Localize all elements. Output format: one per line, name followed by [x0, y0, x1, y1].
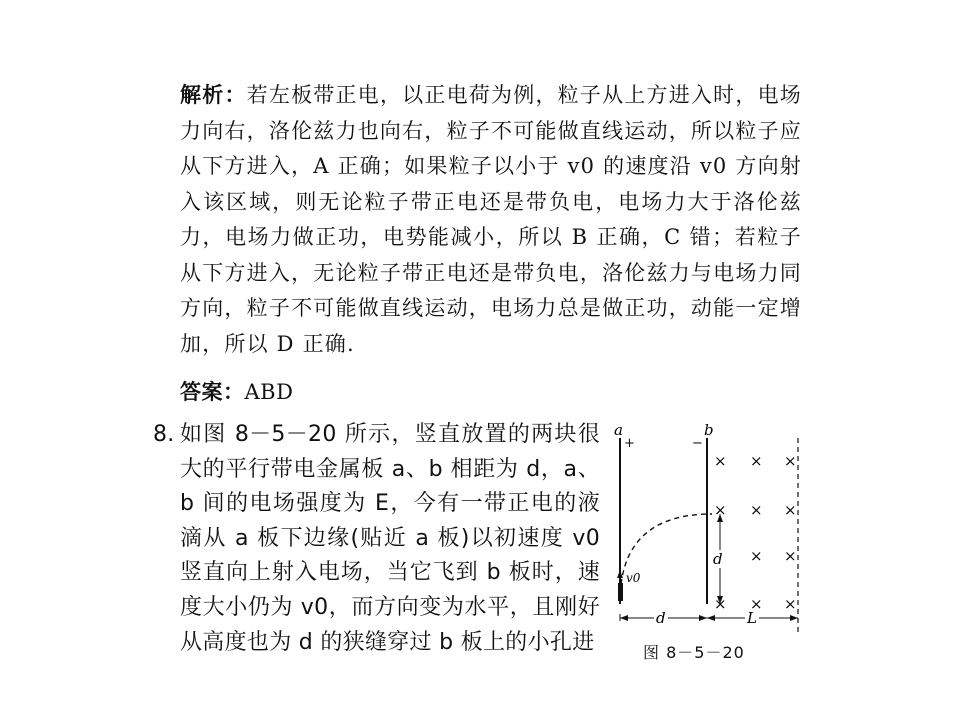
figure-caption: 图 8－5－20 — [643, 643, 745, 662]
field-mark: × — [750, 547, 763, 565]
answer-value: ABD — [244, 380, 294, 404]
analysis-label: 解析： — [180, 83, 247, 107]
field-mark: × — [750, 501, 763, 519]
answer-line — [180, 376, 293, 408]
field-mark: × — [714, 501, 727, 519]
field-mark: × — [784, 547, 797, 565]
label-b: b — [704, 421, 714, 439]
analysis-paragraph — [180, 78, 802, 362]
velocity-label: v0 — [626, 571, 641, 585]
trajectory-path — [620, 514, 712, 602]
field-mark: × — [714, 452, 727, 470]
dim-arrowhead-left — [620, 615, 628, 621]
dim-d-horizontal-label: d — [656, 609, 666, 627]
dim-d-vertical-label: d — [713, 550, 723, 568]
question-number: 8. — [153, 422, 175, 447]
field-mark: × — [750, 595, 763, 613]
answer-label: 答案： — [180, 380, 245, 404]
field-mark: × — [784, 595, 797, 613]
label-a: a — [614, 421, 623, 439]
field-mark: × — [714, 595, 727, 613]
sign-a: + — [624, 436, 635, 451]
dim-arrowhead-right — [699, 615, 707, 621]
dim-L-arrowhead-left — [707, 615, 715, 621]
magnetic-field — [714, 452, 797, 613]
figure-diagram — [602, 418, 812, 648]
dim-L-arrowhead-right — [790, 615, 798, 621]
field-mark: × — [784, 501, 797, 519]
field-mark: × — [784, 452, 797, 470]
figure-8-5-20 — [602, 418, 812, 668]
sign-b: − — [692, 436, 703, 451]
question-8 — [153, 418, 603, 655]
analysis-text: 若左板带正电，以正电荷为例，粒子从上方进入时，电场力向右，洛伦兹力也向右，粒子不可能做直线运动，所以粒子应从下方进入，A 正确；如果粒子以小于 v0 的速度沿 v0 方向射入该区域，则无论粒子带正电还是带负电，电场力大于洛伦兹力，电场力做正功，电势能减小，所以 B 正确，C 错；若粒子从下方进入，无论粒子带正电还是带负电，洛伦兹力与电场力同方向，粒子不可能做直线运动，电场力总是做正功，动能一定增加，所以 D 正确. — [180, 83, 803, 356]
field-mark: × — [750, 452, 763, 470]
question-text: 如图 8－5－20 所示，竖直放置的两块很大的平行带电金属板 a、b 相距为 d，a、b 间的电场强度为 E，今有一带正电的液滴从 a 板下边缘(贴近 a 板)以初速度 v0 竖直向上射入电场，当它飞到 b 板时，速度大小仍为 v0，而方向变为水平，且刚好从高度也为 d 的狭缝穿过 b 板上的小孔进 — [180, 422, 600, 655]
dim-L-label: L — [747, 609, 757, 627]
